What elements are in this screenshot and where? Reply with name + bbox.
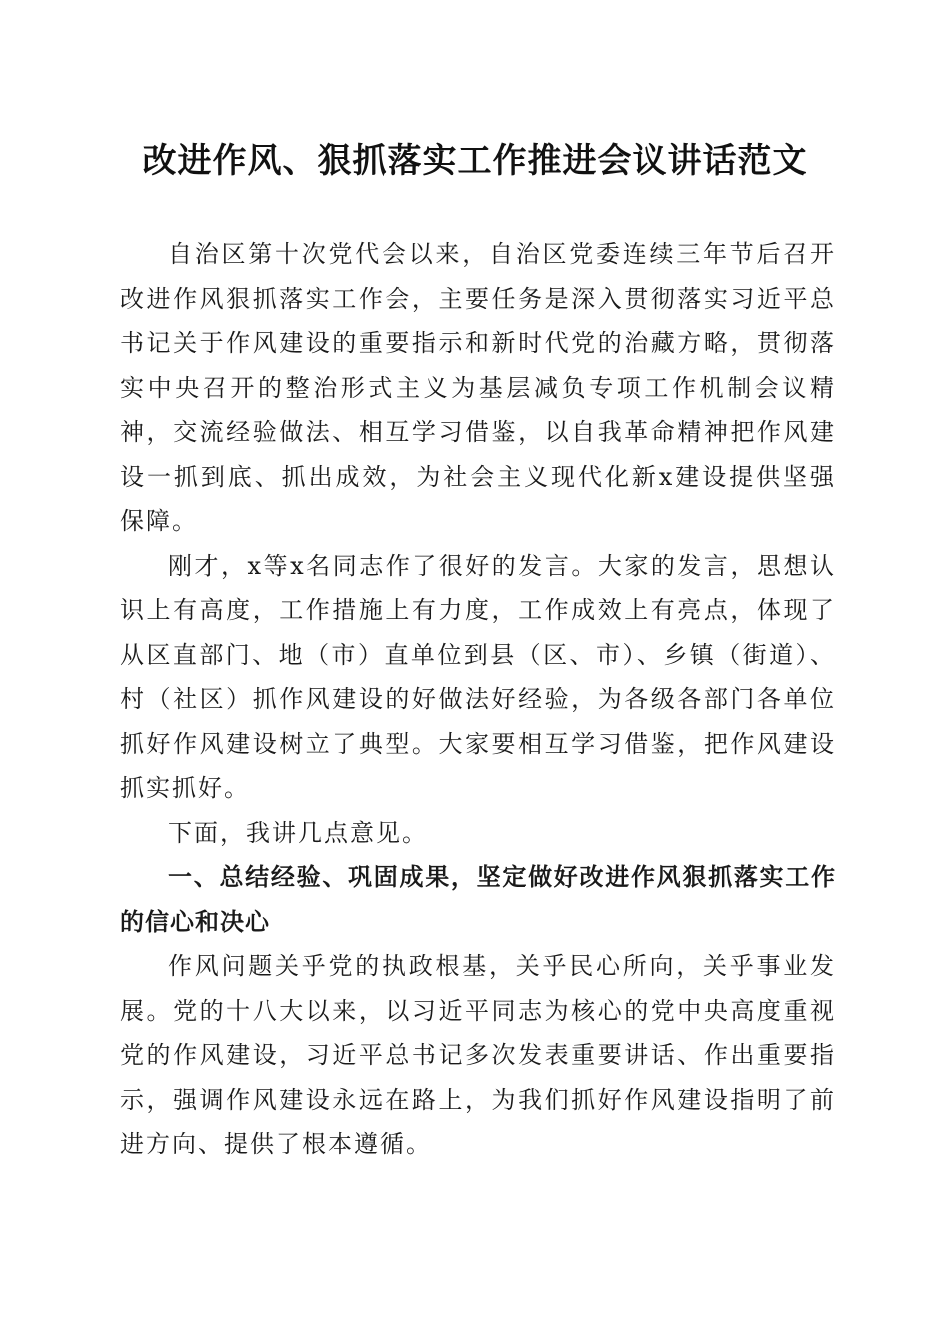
paragraph-section-one: 作风问题关乎党的执政根基，关乎民心所向，关乎事业发展。党的十八大以来，以习近平同志为核心的党中央高度重视党的作风建设，习近平总书记多次发表重要讲话、作出重要指示，强调作风建设永远在路上，为我们抓好作风建设指明了前进方向、提供了根本遵循。 [120, 952, 836, 1158]
paragraph-intro: 自治区第十次党代会以来，自治区党委连续三年节后召开改进作风狠抓落实工作会，主要任务是深入贯彻落实习近平总书记关于作风建设的重要指示和新时代党的治藏方略，贯彻落实中央召开的整治形式主义为基层减负专项工作机制会议精神，交流经验做法、相互学习借鉴，以自我革命精神把作风建设一抓到底、抓出成效，为社会主义现代化新x建设提供坚强保障。 [120, 240, 836, 535]
document-body [120, 232, 836, 1167]
paragraph-opinions: 下面，我讲几点意见。 [168, 818, 428, 847]
paragraph-speeches: 刚才，x等x名同志作了很好的发言。大家的发言，思想认识上有高度，工作措施上有力度，工作成效上有亮点，体现了从区直部门、地（市）直单位到县（区、市）、乡镇（街道）、村（社区）抓作风建设的好做法好经验，为各级各部门各单位抓好作风建设树立了典型。大家要相互学习借鉴，把作风建设抓实抓好。 [120, 551, 836, 802]
section-heading: 一、总结经验、巩固成果，坚定做好改进作风狠抓落实工作的信心和决心 [120, 863, 836, 936]
document-title: 改进作风、狠抓落实工作推进会议讲话范文 [142, 141, 808, 181]
